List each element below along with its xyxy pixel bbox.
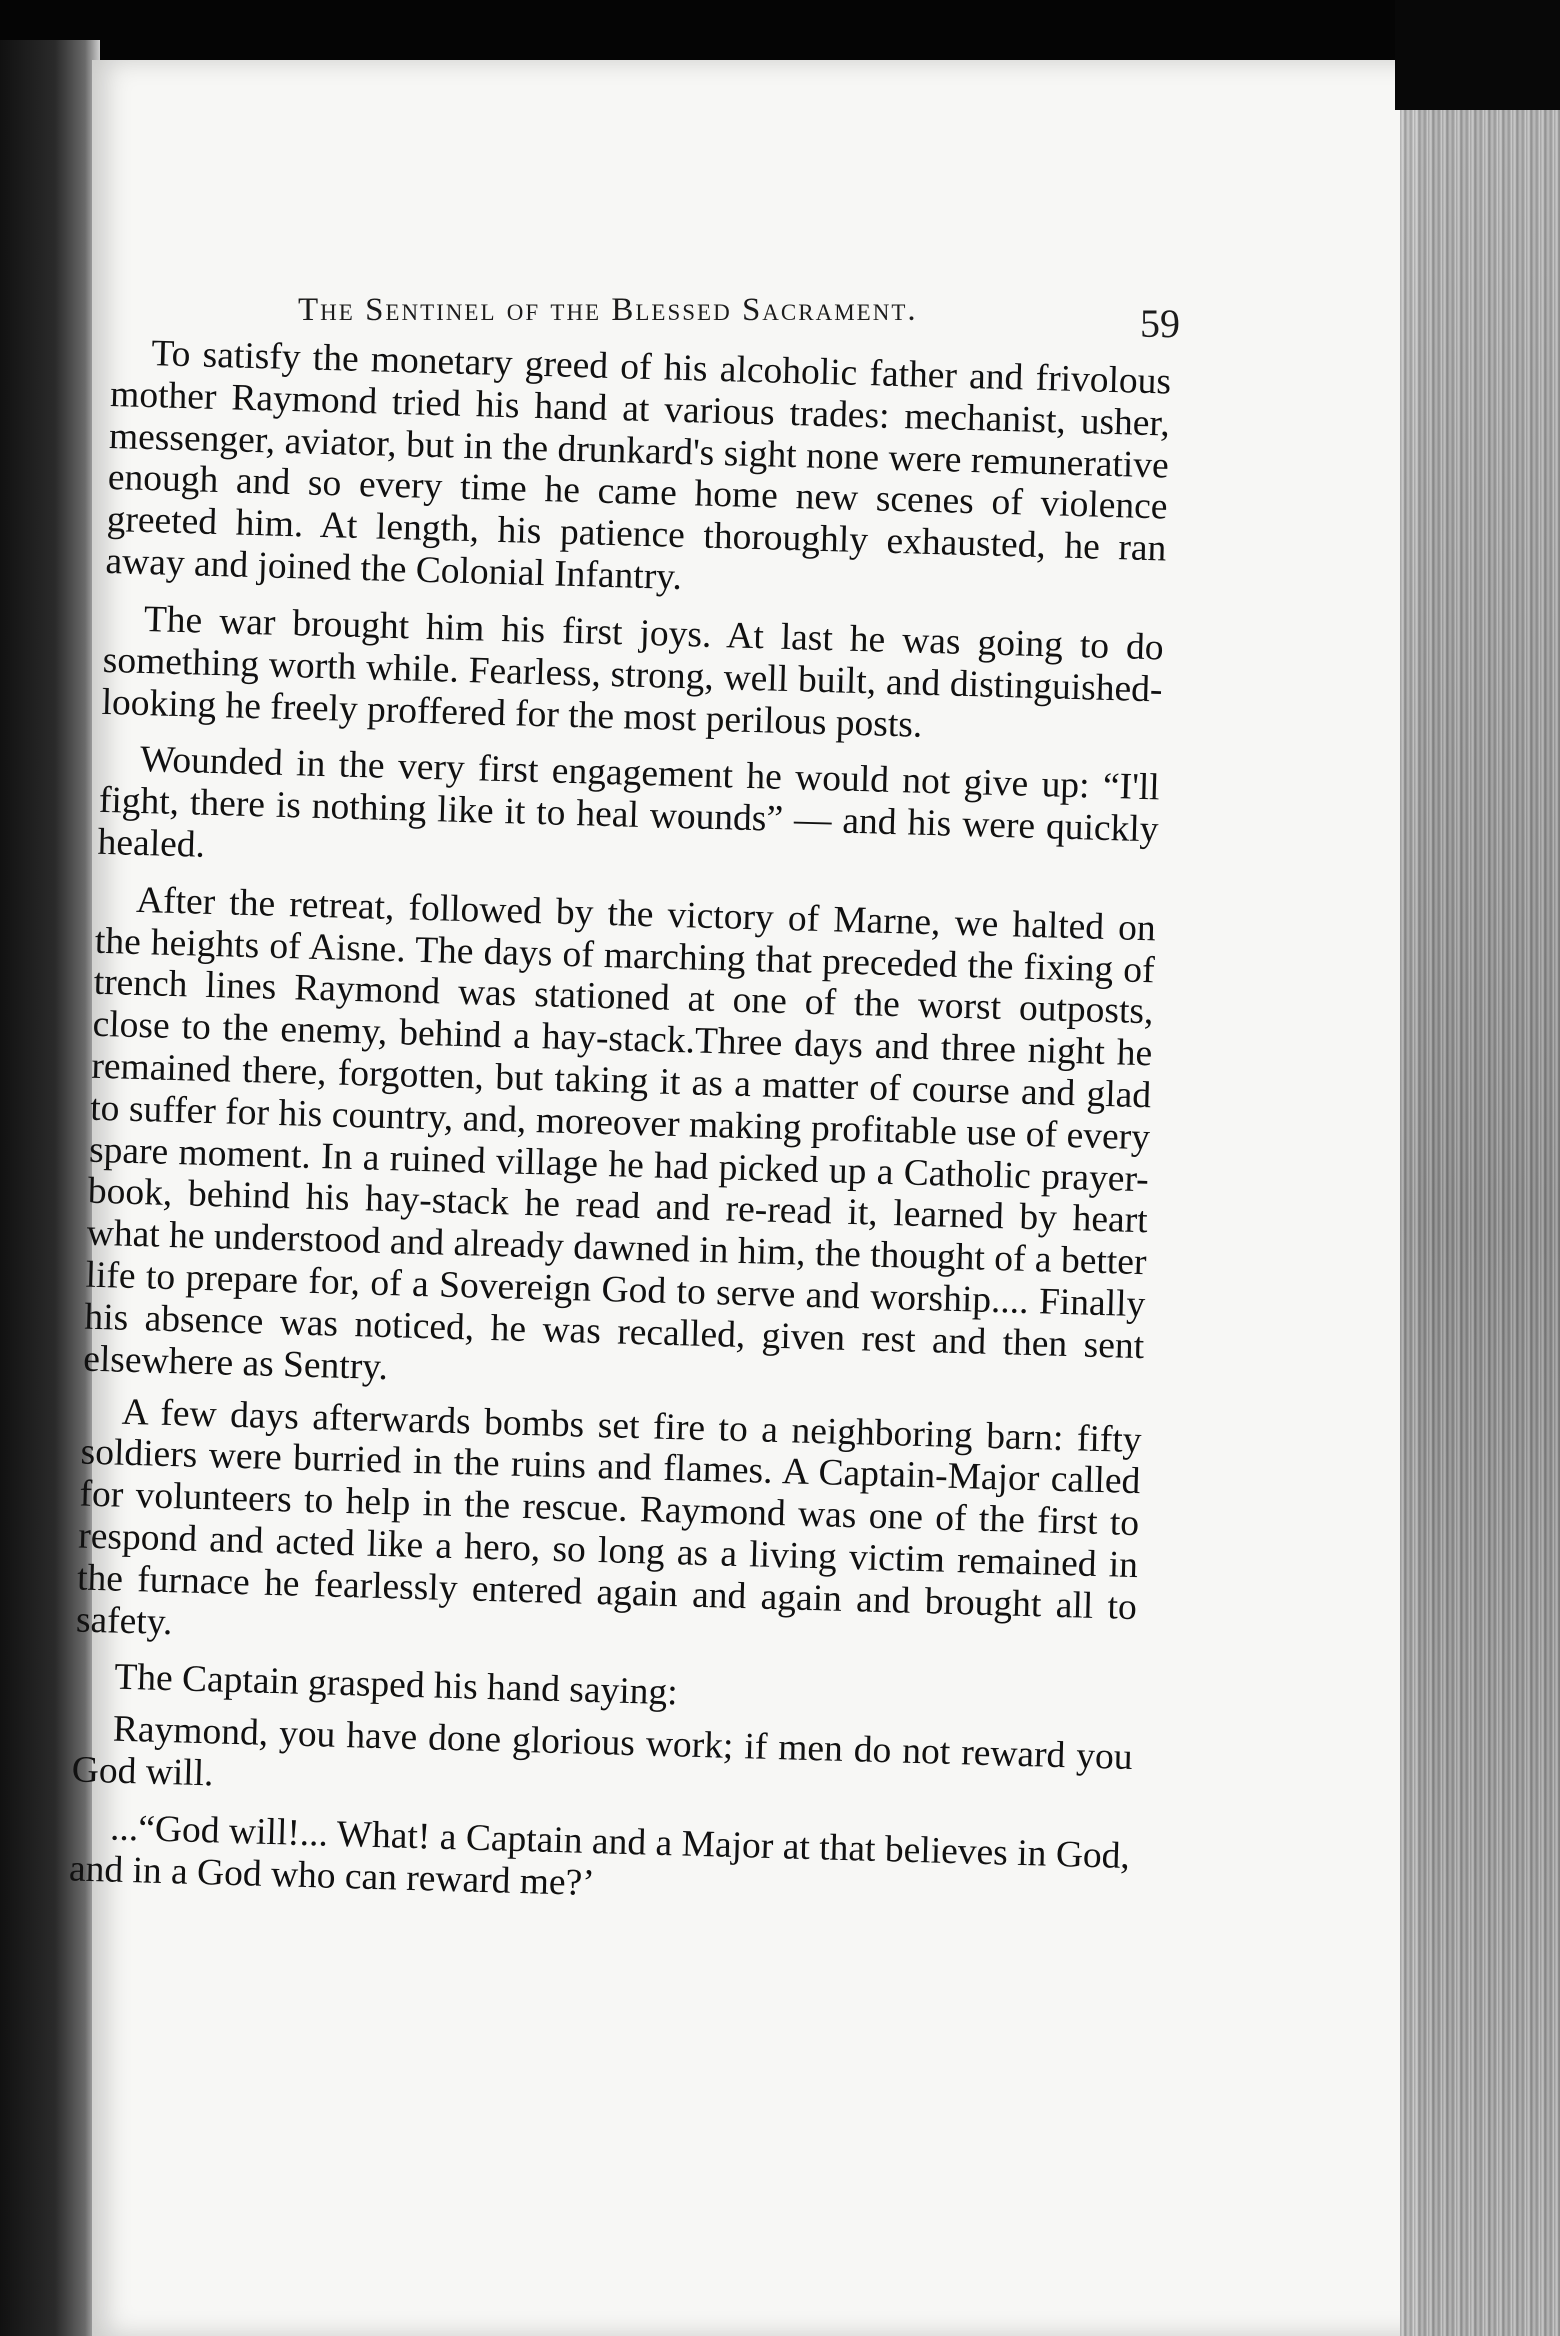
- page-body: [68, 332, 1172, 1934]
- paragraph: Raymond, you have done glorious work; if men do not reward you God will.: [71, 1708, 1134, 1795]
- scan-corner: [1395, 0, 1560, 110]
- page-stack-shading: [1400, 100, 1560, 2336]
- paragraph: ...“God will!... What! a Captain and a Major at that believes in God, and in a God who can reward me?’: [68, 1807, 1131, 1904]
- book-binding-shadow: [0, 40, 100, 2336]
- scan-top-margin: [0, 0, 1560, 62]
- paragraph: To satisfy the monetary greed of his alcoholic father and frivolous mother Raymond tried his hand at various trades: mechanist, usher, messenger, aviator, but in the drunkard's sight none were remunerative enough and so every time he came home new scenes of violence greeted him. At length, his patience thoroughly exhausted, he ran away and joined the Colonial Infantry.: [105, 333, 1172, 599]
- paragraph: The Captain grasped his hand saying:: [113, 1656, 679, 1714]
- paragraph: After the retreat, followed by the victory of Marne, we halted on the heights of Aisne. The days of marching that preceded the fixing of trench lines Raymond was stationed at one of the worst outposts, close to the enemy, behind a hay-stack.Three days and three night he remained there, forgotten, but taking it as a matter of course and glad to suffer for his country, and, moreover making profitable use of every spare moment. In a ruined village he had picked up a Catholic prayer-book, behind his hay-stack he read and re-read it, learned by heart what he understood and already dawned in him, the thought of a better life to prepare for, of a Sovereign God to serve and worship.... Finally his absence was noticed, he was recalled, given rest and then sent elsewhere as Sentry.: [82, 879, 1157, 1388]
- paragraph: The war brought him his first joys. At last he was going to do something worth while. Fearless, strong, well built, and distinguished-looking he freely proffered for the most perilous posts.: [101, 598, 1165, 746]
- page-number: 59: [1140, 301, 1180, 346]
- paragraph: Wounded in the very first engagement he would not give up: “I'll fight, there is nothing like it to heal wounds” — and his were quickly healed.: [97, 739, 1161, 866]
- paragraph: A few days afterwards bombs set fire to a neighboring barn: fifty soldiers were burried in the ruins and flames. A Captain-Major called for volunteers to help in the rescue. Raymond was one of the first to respond and acted like a hero, so long as a living victim remained in the furnace he fearlessly entered again and again and brought all to safety.: [75, 1391, 1143, 1643]
- running-head: The Sentinel of the Blessed Sacrament.: [298, 292, 918, 328]
